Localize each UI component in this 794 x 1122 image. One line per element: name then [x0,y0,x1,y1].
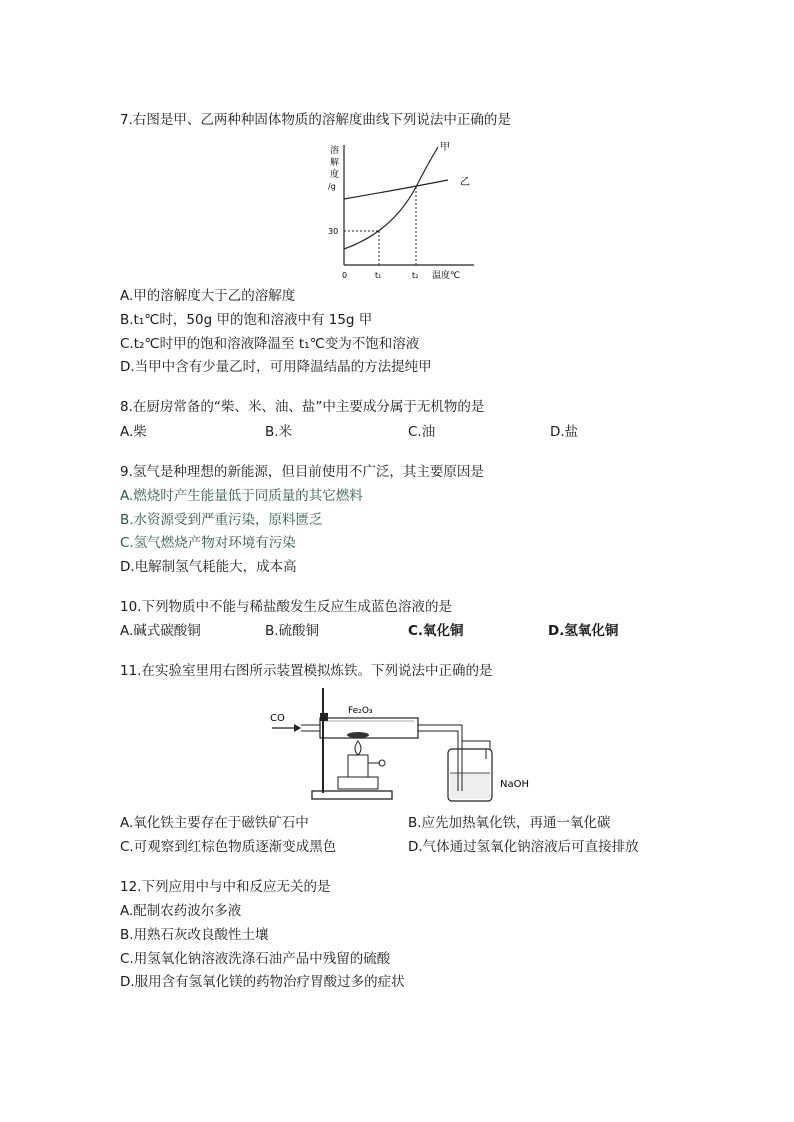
q8-stem: 8.在厨房常备的“柴、米、油、盐”中主要成分属于无机物的是 [120,399,485,415]
q11-option-c: C.可观察到红棕色物质逐渐变成黑色 [120,839,337,855]
q8-option-c: C.油 [408,424,436,440]
co-label: CO [270,713,285,724]
iron-smelting-apparatus [268,683,558,808]
graph-ylabel-1: 溶 [330,146,340,156]
q8-option-b: B.米 [265,424,293,440]
q11-option-d: D.气体通过氢氧化钠溶液后可直接排放 [408,839,639,855]
q12-option-c: C.用氢氧化钠溶液洗涤石油产品中残留的硫酸 [120,951,391,967]
graph-ytick-30: 30 [328,227,339,236]
q9-stem: 9.氢气是种理想的新能源，但目前使用不广泛，其主要原因是 [120,464,484,480]
burner-flame [355,741,361,755]
q12-option-a: A.配制农药波尔多液 [120,903,242,919]
graph-t2: t₂ [412,271,419,280]
q7-stem: 7.右图是甲、乙两种种固体物质的溶解度曲线下列说法中正确的是 [120,112,511,128]
curve-yi [344,180,448,199]
fe2o3-sample [347,732,369,738]
q11-option-a: A.氧化铁主要存在于磁铁矿石中 [120,815,309,831]
q12-option-b: B.用熟石灰改良酸性土壤 [120,927,269,943]
graph-ylabel-3: 度 [330,170,340,180]
naoh-label: NaOH [500,779,529,790]
q10-stem: 10.下列物质中不能与稀盐酸发生反应生成蓝色溶液的是 [120,599,452,615]
graph-t1: t₁ [375,271,382,280]
fe2o3-label: Fe₂O₃ [348,706,373,716]
q9-option-b: B.水资源受到严重污染，原料匮乏 [120,512,323,528]
q7-option-b: B.t₁℃时，50g 甲的饱和溶液中有 15g 甲 [120,312,373,328]
graph-xlabel: 温度℃ [432,271,461,281]
q10-option-c: C.氧化铜 [408,623,464,639]
q11-option-b: B.应先加热氧化铁，再通一氧化碳 [408,815,611,831]
q7-option-c: C.t₂℃时甲的饱和溶液降温至 t₁℃变为不饱和溶液 [120,336,420,352]
q11-stem: 11.在实验室里用右图所示装置模拟炼铁。下列说法中正确的是 [120,663,493,679]
q12-stem: 12.下列应用中与中和反应无关的是 [120,879,331,895]
q7-option-a: A.甲的溶解度大于乙的溶解度 [120,288,296,304]
q10-option-a: A.碱式碳酸铜 [120,623,201,639]
graph-label-jia: 甲 [440,142,450,153]
graph-ylabel-4: /g [328,182,336,191]
q10-option-b: B.硫酸铜 [265,623,320,639]
q8-option-d: D.盐 [550,424,579,440]
graph-ylabel-2: 解 [330,158,340,168]
q9-option-c: C.氢气燃烧产物对环境有污染 [120,535,296,551]
q9-option-d: D.电解制氢气耗能大，成本高 [120,559,297,575]
q7-option-d: D.当甲中含有少量乙时，可用降温结晶的方法提纯甲 [120,359,432,375]
graph-origin: 0 [342,271,348,280]
curve-jia [344,147,438,249]
q10-option-d: D.氢氧化铜 [548,623,619,639]
solubility-graph [322,137,482,287]
graph-label-yi: 乙 [460,177,470,188]
q8-option-a: A.柴 [120,424,147,440]
q12-option-d: D.服用含有氢氧化镁的药物治疗胃酸过多的症状 [120,974,405,990]
q9-option-a: A.燃烧时产生能量低于同质量的其它燃料 [120,488,363,504]
